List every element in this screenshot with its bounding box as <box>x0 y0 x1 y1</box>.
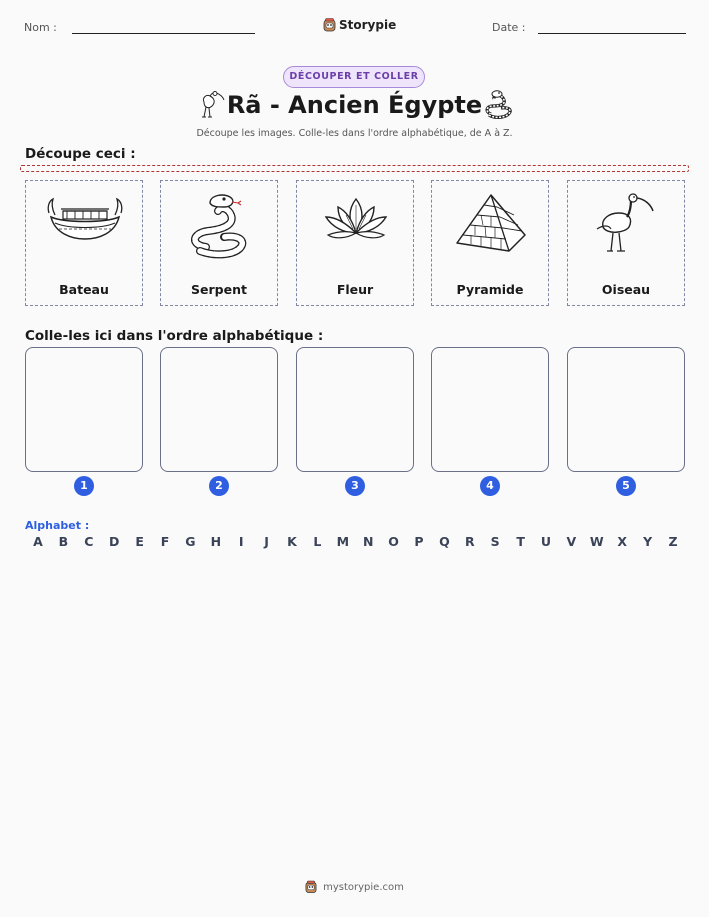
cut-card-oiseau[interactable] <box>567 180 685 306</box>
alphabet-letter: U <box>540 534 552 549</box>
brand-name: Storypie <box>339 18 397 32</box>
alphabet-letter: M <box>336 534 350 549</box>
paste-box-1[interactable] <box>25 347 143 472</box>
alphabet-letter: D <box>108 534 120 549</box>
mascot-footer-icon <box>305 880 317 894</box>
alphabet-letter: J <box>264 534 269 549</box>
alphabet-letter: P <box>414 534 424 549</box>
alphabet-letter: T <box>516 534 525 549</box>
alphabet-letter: R <box>464 534 475 549</box>
mascot-icon <box>323 18 336 32</box>
name-line <box>72 33 255 34</box>
position-number-5: 5 <box>616 476 636 496</box>
alphabet-letter: O <box>388 534 399 549</box>
alphabet-letter: H <box>210 534 222 549</box>
alphabet-letter: V <box>566 534 577 549</box>
position-number-4: 4 <box>480 476 500 496</box>
alphabet-letter: K <box>287 534 297 549</box>
paste-box-2[interactable] <box>160 347 278 472</box>
alphabet-letter: W <box>589 534 604 549</box>
position-number-2: 2 <box>209 476 229 496</box>
footer-site: mystorypie.com <box>323 881 404 893</box>
alphabet-letter: I <box>238 534 244 549</box>
boat-icon <box>45 189 125 259</box>
pyramid-icon <box>451 189 531 259</box>
alphabet-letter: N <box>362 534 374 549</box>
alphabet-letter: B <box>58 534 69 549</box>
alphabet-letter: G <box>185 534 196 549</box>
card-label: Bateau <box>59 282 109 297</box>
alphabet-row <box>25 534 685 550</box>
snake-icon <box>180 189 260 259</box>
brand-logo <box>323 18 396 32</box>
paste-box-4[interactable] <box>431 347 549 472</box>
cut-section-label: Découpe ceci : <box>25 146 136 162</box>
snake-title-icon <box>483 88 513 120</box>
alphabet-letter: L <box>313 534 322 549</box>
cut-card-bateau[interactable] <box>25 180 143 306</box>
alphabet-label: Alphabet : <box>25 519 90 532</box>
instructions: Découpe les images. Colle-les dans l'ordre alphabétique, de A à Z. <box>196 128 513 139</box>
lotus-flower-icon <box>316 189 396 259</box>
worksheet-header <box>0 18 709 38</box>
date-label: Date : <box>492 21 526 34</box>
position-number-1: 1 <box>74 476 94 496</box>
position-number-3: 3 <box>345 476 365 496</box>
alphabet-letter: F <box>160 534 170 549</box>
cut-card-serpent[interactable] <box>160 180 278 306</box>
card-label: Serpent <box>191 282 247 297</box>
date-line <box>538 33 686 34</box>
ibis-bird-icon <box>587 189 667 259</box>
alphabet-letter: Q <box>439 534 450 549</box>
paste-section-label: Colle-les ici dans l'ordre alphabétique : <box>25 328 324 344</box>
page-title: Rã - Ancien Égypte <box>226 91 483 119</box>
card-label: Oiseau <box>601 282 651 297</box>
name-label: Nom : <box>24 21 57 34</box>
card-label: Fleur <box>336 282 374 297</box>
paste-box-3[interactable] <box>296 347 414 472</box>
alphabet-letter: C <box>84 534 94 549</box>
card-label: Pyramide <box>456 282 524 297</box>
cut-card-pyramide[interactable] <box>431 180 549 306</box>
paste-box-5[interactable] <box>567 347 685 472</box>
alphabet-letter: S <box>490 534 500 549</box>
cut-line <box>20 165 689 172</box>
alphabet-letter: Z <box>668 534 678 549</box>
cut-card-fleur[interactable] <box>296 180 414 306</box>
alphabet-letter: Y <box>643 534 653 549</box>
alphabet-letter: X <box>617 534 627 549</box>
footer <box>0 880 709 897</box>
alphabet-letter: E <box>135 534 144 549</box>
alphabet-letter: A <box>33 534 43 549</box>
activity-badge: DÉCOUPER ET COLLER <box>283 66 425 88</box>
